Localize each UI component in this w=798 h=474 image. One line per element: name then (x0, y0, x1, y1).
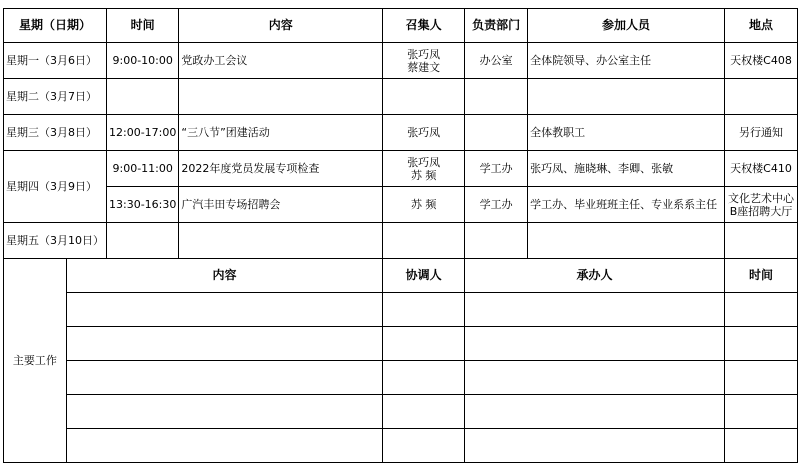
row-time: 12:00-17:00 (107, 115, 179, 151)
row-dept (465, 115, 528, 151)
header-location: 地点 (724, 9, 797, 43)
row-dept: 办公室 (465, 43, 528, 79)
row-participants: 全体院领导、办公室主任 (528, 43, 725, 79)
work-header-handler: 承办人 (465, 259, 725, 293)
row-location: 天权楼C408 (724, 43, 797, 79)
row-dept (465, 223, 528, 259)
table-row (4, 115, 798, 151)
work-coordinator-cell (383, 361, 465, 395)
row-time (107, 223, 179, 259)
row-participants: 全体教职工 (528, 115, 725, 151)
work-header-content: 内容 (66, 259, 382, 293)
row-convener: 张巧凤 苏 频 (383, 151, 465, 187)
header-convener: 召集人 (383, 9, 465, 43)
work-time-cell (724, 293, 797, 327)
row-dept: 学工办 (465, 187, 528, 223)
table-row (4, 151, 798, 187)
header-day: 星期（日期） (4, 9, 107, 43)
row-content: “三八节”团建活动 (179, 115, 383, 151)
header-time: 时间 (107, 9, 179, 43)
work-content-cell (66, 395, 382, 429)
work-coordinator-cell (383, 395, 465, 429)
row-time (107, 79, 179, 115)
row-day: 星期一（3月6日） (4, 43, 107, 79)
work-time-cell (724, 361, 797, 395)
work-coordinator-cell (383, 327, 465, 361)
row-day: 星期五（3月10日） (4, 223, 107, 259)
work-coordinator-cell (383, 429, 465, 463)
row-convener (383, 223, 465, 259)
work-time-cell (724, 327, 797, 361)
work-row (4, 293, 798, 327)
work-row (4, 327, 798, 361)
work-row (4, 429, 798, 463)
row-location: 另行通知 (724, 115, 797, 151)
work-handler-cell (465, 293, 725, 327)
table-row (4, 79, 798, 115)
row-location (724, 79, 797, 115)
table-row (4, 223, 798, 259)
work-handler-cell (465, 395, 725, 429)
work-handler-cell (465, 361, 725, 395)
row-content: 广汽丰田专场招聘会 (179, 187, 383, 223)
row-day: 星期二（3月7日） (4, 79, 107, 115)
row-content (179, 79, 383, 115)
work-row (4, 361, 798, 395)
row-participants: 张巧凤、施晓琳、李卿、张敏 (528, 151, 725, 187)
work-header-row (4, 259, 798, 293)
work-header-time: 时间 (724, 259, 797, 293)
row-time: 13:30-16:30 (107, 187, 179, 223)
row-dept: 学工办 (465, 151, 528, 187)
row-convener: 张巧凤 蔡建文 (383, 43, 465, 79)
work-content-cell (66, 429, 382, 463)
work-content-cell (66, 327, 382, 361)
header-dept: 负责部门 (465, 9, 528, 43)
row-time: 9:00-11:00 (107, 151, 179, 187)
row-day: 星期四（3月9日） (4, 151, 107, 223)
work-row (4, 395, 798, 429)
row-dept (465, 79, 528, 115)
work-time-cell (724, 395, 797, 429)
row-location: 天权楼C410 (724, 151, 797, 187)
row-location (724, 223, 797, 259)
work-content-cell (66, 361, 382, 395)
table-row (4, 43, 798, 79)
row-convener: 张巧凤 (383, 115, 465, 151)
work-handler-cell (465, 429, 725, 463)
header-content: 内容 (179, 9, 383, 43)
row-content: 党政办工会议 (179, 43, 383, 79)
row-day: 星期三（3月8日） (4, 115, 107, 151)
work-header-coordinator: 协调人 (383, 259, 465, 293)
table-row (4, 187, 798, 223)
work-time-cell (724, 429, 797, 463)
main-work-label: 主要工作 (4, 259, 67, 463)
row-participants (528, 223, 725, 259)
work-handler-cell (465, 327, 725, 361)
work-coordinator-cell (383, 293, 465, 327)
row-convener (383, 79, 465, 115)
header-participants: 参加人员 (528, 9, 725, 43)
row-participants: 学工办、毕业班班主任、专业系系主任 (528, 187, 725, 223)
work-content-cell (66, 293, 382, 327)
weekly-schedule-table (3, 8, 798, 463)
row-convener: 苏 频 (383, 187, 465, 223)
row-participants (528, 79, 725, 115)
row-content: 2022年度党员发展专项检查 (179, 151, 383, 187)
row-content (179, 223, 383, 259)
row-time: 9:00-10:00 (107, 43, 179, 79)
table-header-row (4, 9, 798, 43)
row-location: 文化艺术中心B座招聘大厅 (724, 187, 797, 223)
